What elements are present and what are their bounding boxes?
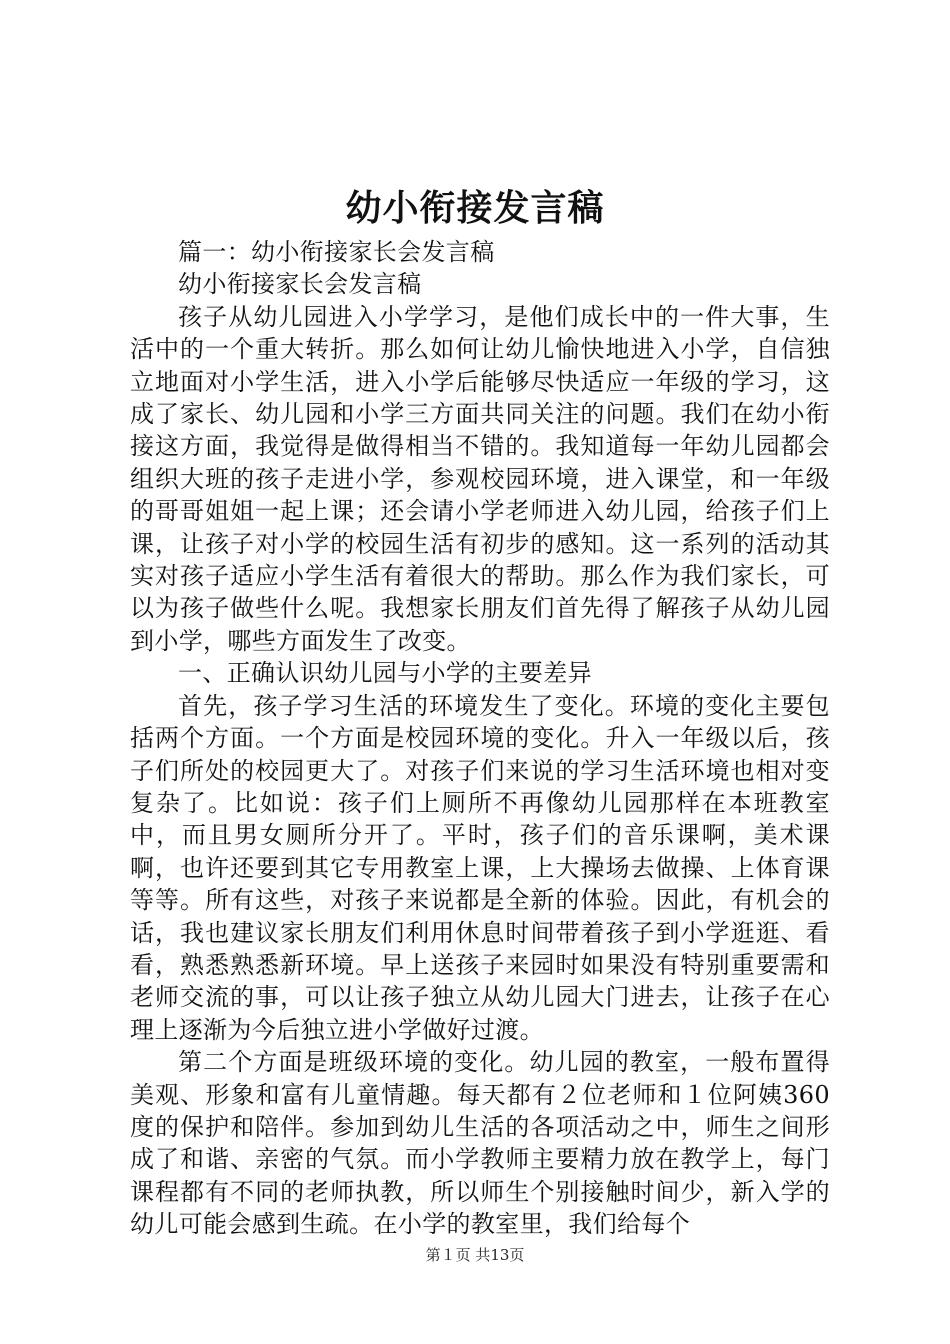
paragraph: 首先，孩子学习生活的环境发生了变化。环境的变化主要包括两个方面。一个方面是校园环境的变化。升入一年级以后，孩子们所处的校园更大了。对孩子们来说的学习生活环境也相对变复杂了。比如说：孩子们上厕所不再像幼儿园那样在本班教室中，而且男女厕所分开了。平时，孩子们的音乐课啊，美术课啊，也许还要到其它专用教室上课，上大操场去做操、上体育课等等。所有这些，对孩子来说都是全新的体验。因此，有机会的话，我也建议家长朋友们利用休息时间带着孩子到小学逛逛、看看，熟悉熟悉新环境。早上送孩子来园时如果没有特别重要需和老师交流的事，可以让孩子独立从幼儿园大门进去，让孩子在心理上逐渐为今后独立进小学做好过渡。 — [130, 691, 830, 1044]
page-footer: 第１页 共13页 — [425, 1246, 525, 1264]
paragraph: 孩子从幼儿园进入小学学习，是他们成长中的一件大事，生活中的一个重大转折。那么如何让幼儿愉快地进入小学，自信独立地面对小学生活，进入小学后能够尽快适应一年级的学习，这成了家长、幼儿园和小学三方面共同关注的问题。我们在幼小衔接这方面，我觉得是做得相当不错的。我知道每一年幼儿园都会组织大班的孩子走进小学，参观校园环境，进入课堂，和一年级的哥哥姐姐一起上课；还会请小学老师进入幼儿园，给孩子们上课，让孩子对小学的校园生活有初步的感知。这一系列的活动其实对孩子适应小学生活有着很大的帮助。那么作为我们家长，可以为孩子做些什么呢。我想家长朋友们首先得了解孩子从幼儿园到小学，哪些方面发生了改变。 — [130, 302, 830, 655]
section-heading: 一、正确认识幼儿园与小学的主要差异 — [178, 659, 592, 688]
section-heading: 篇一：幼小衔接家长会发言稿 — [178, 238, 495, 266]
document-body — [130, 236, 830, 1241]
subtitle: 幼小衔接家长会发言稿 — [178, 270, 422, 299]
document-title: 幼小衔接发言稿 — [345, 187, 605, 229]
paragraph: 第二个方面是班级环境的变化。幼儿园的教室，一般布置得美观、形象和富有儿童情趣。每天都有２位老师和１位阿姨360度的保护和陪伴。参加到幼儿生活的各项活动之中，师生之间形成了和谐、亲密的气氛。而小学教师主要精力放在教学上，每门课程都有不同的老师执教，所以师生个别接触时间少，新入学的幼儿可能会感到生疏。在小学的教室里，我们给每个 — [130, 1048, 830, 1239]
